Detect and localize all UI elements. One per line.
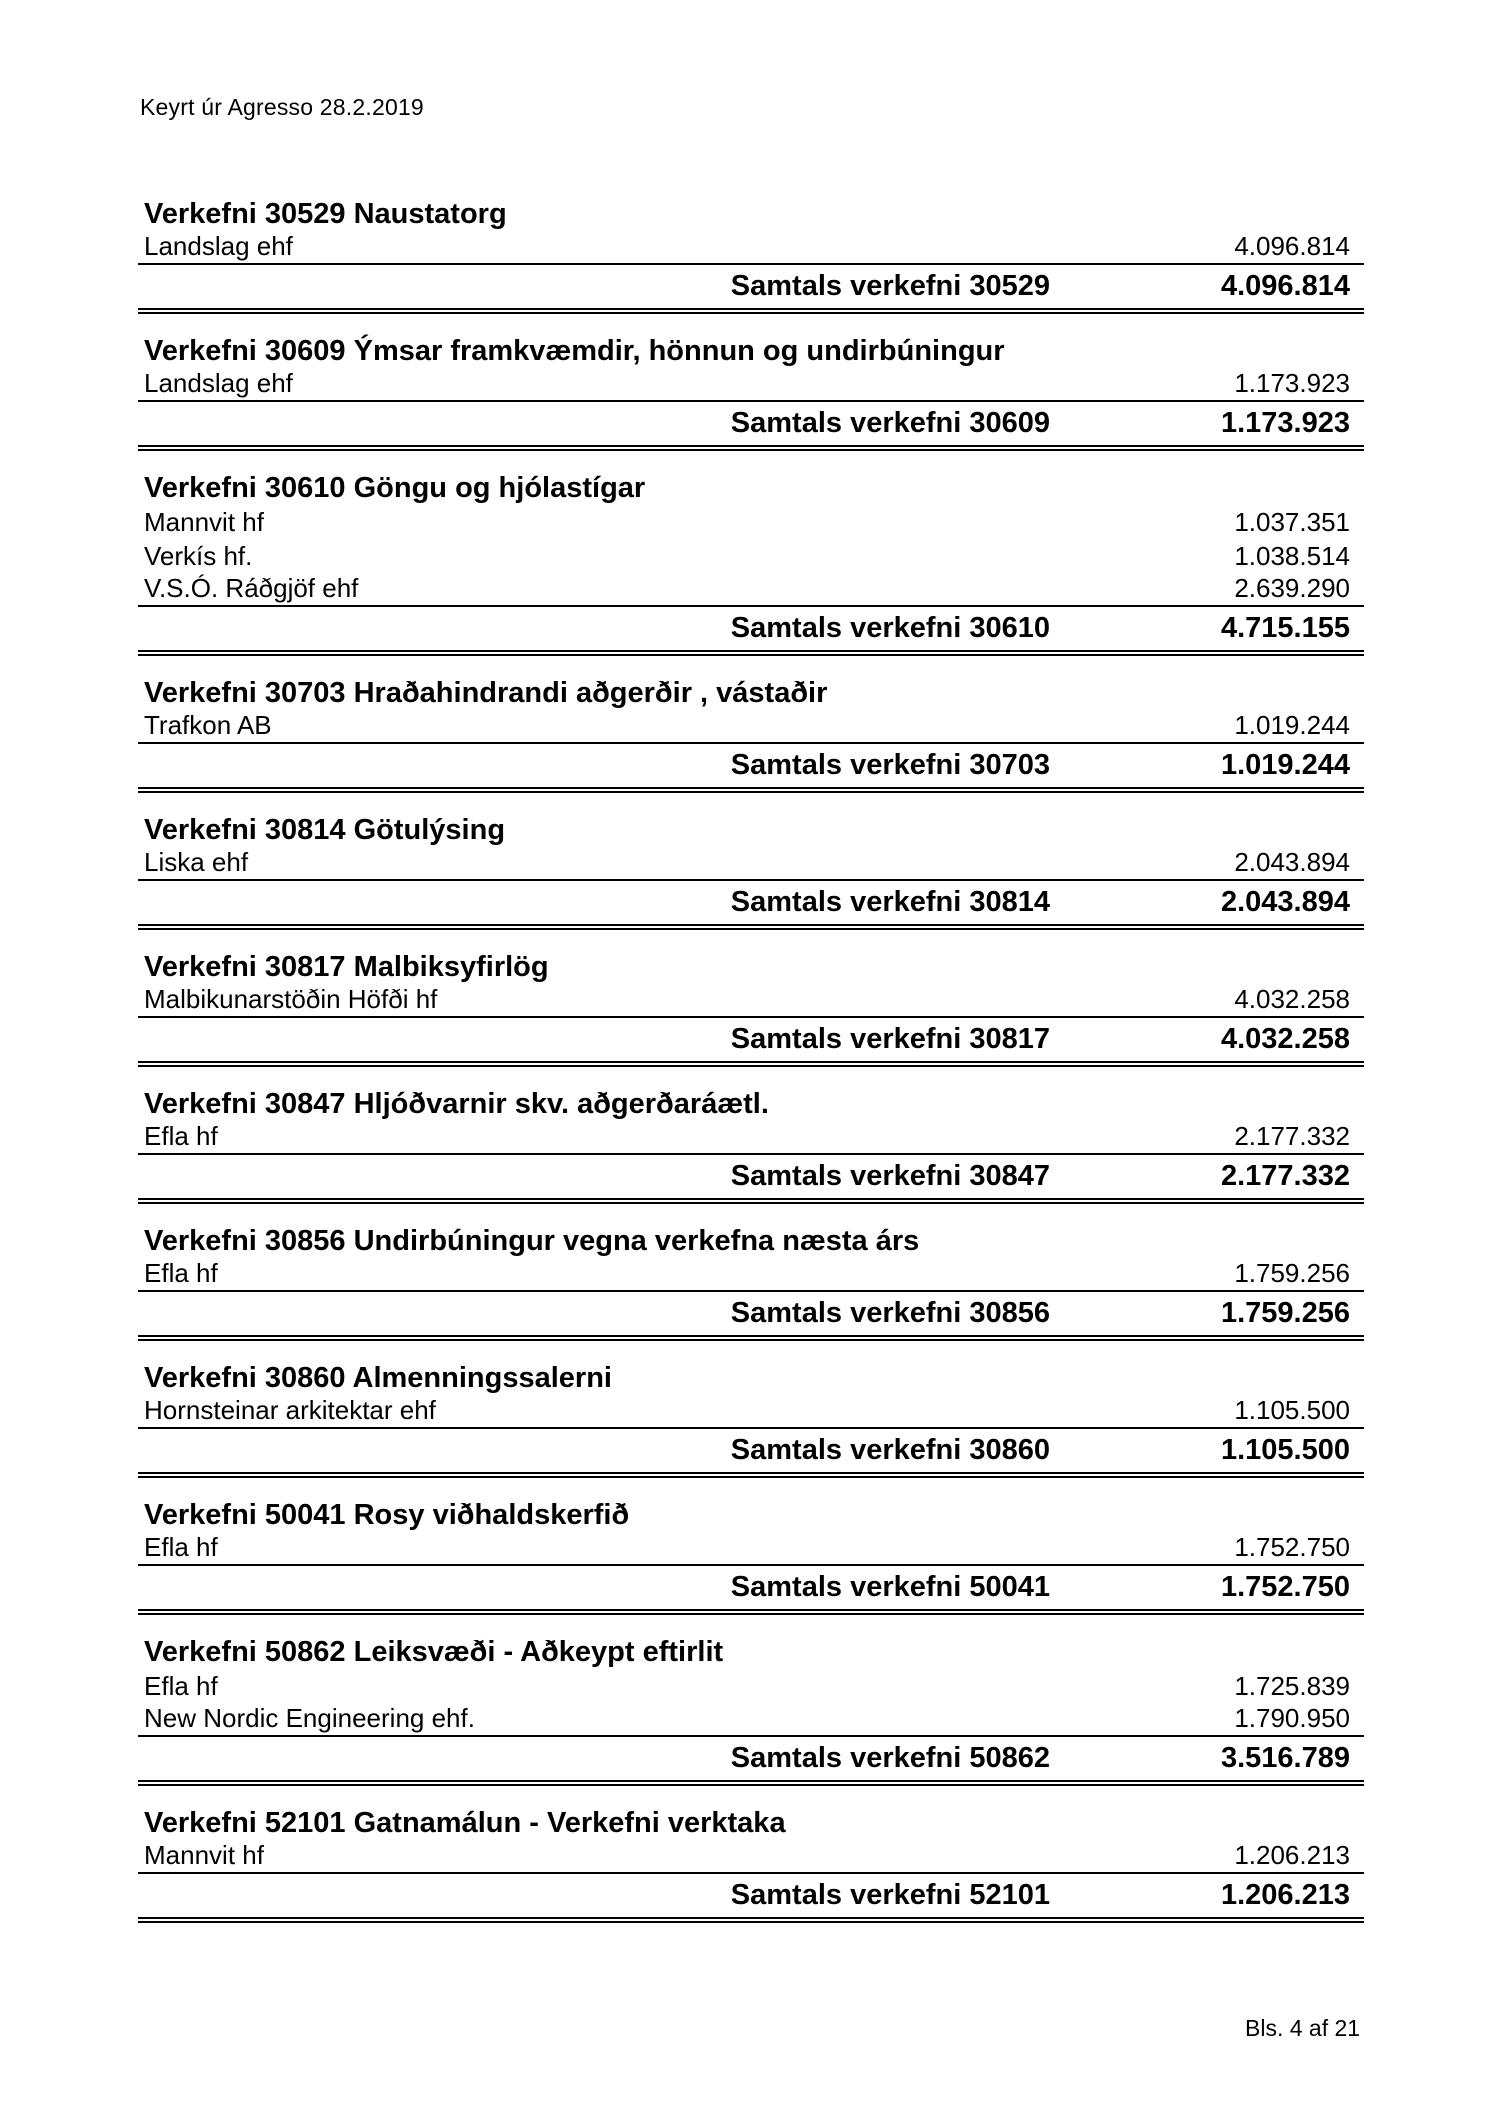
vendor-name: Liska ehf <box>144 847 249 877</box>
project-total-amount: 4.032.258 <box>1220 1023 1350 1055</box>
vendor-row <box>138 847 1364 881</box>
project-section <box>138 1087 1364 1204</box>
vendor-amount: 1.206.213 <box>1234 1840 1350 1870</box>
project-total-row <box>138 1155 1364 1204</box>
vendor-list <box>138 368 1364 402</box>
project-title: Verkefni 50041 Rosy viðhaldskerfið <box>144 1499 630 1531</box>
vendor-amount: 2.639.290 <box>1234 573 1350 603</box>
project-total-row <box>138 1018 1364 1067</box>
vendor-name: Efla hf <box>144 1121 218 1151</box>
project-total-row <box>138 881 1364 930</box>
vendor-amount: 1.759.256 <box>1234 1258 1350 1288</box>
vendor-amount: 2.177.332 <box>1234 1121 1350 1151</box>
project-section <box>138 197 1364 314</box>
vendor-name: Mannvit hf <box>144 507 264 537</box>
project-total-amount: 4.715.155 <box>1220 612 1350 644</box>
vendor-amount: 2.043.894 <box>1234 847 1350 877</box>
vendor-row <box>138 1258 1364 1292</box>
project-total-label: Samtals verkefni 30856 <box>730 1297 1050 1329</box>
vendor-row <box>138 573 1364 607</box>
project-total-amount: 2.043.894 <box>1220 886 1350 918</box>
project-title: Verkefni 52101 Gatnamálun - Verkefni verktaka <box>144 1807 786 1839</box>
vendor-row <box>138 710 1364 744</box>
project-total-row <box>138 1292 1364 1341</box>
project-section <box>138 676 1364 793</box>
project-total-amount: 3.516.789 <box>1220 1742 1350 1774</box>
project-section <box>138 813 1364 930</box>
vendor-amount: 1.105.500 <box>1234 1395 1350 1425</box>
vendor-amount: 1.173.923 <box>1234 368 1350 398</box>
vendor-name: Landslag ehf <box>144 368 293 398</box>
vendor-name: Efla hf <box>144 1671 218 1701</box>
vendor-row <box>138 1840 1364 1874</box>
project-total-label: Samtals verkefni 30817 <box>730 1023 1050 1055</box>
vendor-amount: 1.752.750 <box>1234 1532 1350 1562</box>
project-title: Verkefni 30609 Ýmsar framkvæmdir, hönnun og undirbúningur <box>144 335 1005 367</box>
vendor-row <box>138 1669 1364 1703</box>
vendor-row <box>138 231 1364 265</box>
project-title: Verkefni 30856 Undirbúningur vegna verkefna næsta árs <box>144 1225 920 1257</box>
project-total-row <box>138 1429 1364 1478</box>
vendor-row <box>138 984 1364 1018</box>
vendor-amount: 1.038.514 <box>1234 541 1350 571</box>
vendor-list <box>138 847 1364 881</box>
project-title: Verkefni 30610 Göngu og hjólastígar <box>144 472 646 504</box>
project-total-amount: 1.019.244 <box>1220 749 1350 781</box>
project-total-amount: 1.206.213 <box>1220 1879 1350 1911</box>
project-total-label: Samtals verkefni 30860 <box>730 1434 1050 1466</box>
vendor-name: Malbikunarstöðin Höfði hf <box>144 984 438 1014</box>
project-total-amount: 2.177.332 <box>1220 1160 1350 1192</box>
project-total-label: Samtals verkefni 30610 <box>730 612 1050 644</box>
project-total-label: Samtals verkefni 52101 <box>730 1879 1050 1911</box>
project-section <box>138 1224 1364 1341</box>
project-total-row <box>138 1737 1364 1786</box>
project-total-row <box>138 1566 1364 1615</box>
vendor-list <box>138 1532 1364 1566</box>
project-title: Verkefni 30703 Hraðahindrandi aðgerðir , vástaðir <box>144 677 828 709</box>
vendor-name: Efla hf <box>144 1532 218 1562</box>
project-total-label: Samtals verkefni 30703 <box>730 749 1050 781</box>
vendor-name: V.S.Ó. Ráðgjöf ehf <box>144 573 359 603</box>
project-cost-report <box>138 197 1364 1923</box>
project-total-label: Samtals verkefni 30609 <box>730 407 1050 439</box>
project-title: Verkefni 30847 Hljóðvarnir skv. aðgerðaráætl. <box>144 1088 769 1120</box>
vendor-amount: 1.019.244 <box>1234 710 1350 740</box>
vendor-row <box>138 505 1364 539</box>
project-total-amount: 1.752.750 <box>1220 1571 1350 1603</box>
vendor-amount: 4.096.814 <box>1234 231 1350 261</box>
project-section <box>138 950 1364 1067</box>
project-section <box>138 1806 1364 1923</box>
project-total-label: Samtals verkefni 50862 <box>730 1742 1050 1774</box>
project-total-amount: 1.105.500 <box>1220 1434 1350 1466</box>
vendor-list <box>138 505 1364 607</box>
vendor-amount: 1.790.950 <box>1234 1703 1350 1733</box>
vendor-row <box>138 1532 1364 1566</box>
vendor-list <box>138 1258 1364 1292</box>
vendor-list <box>138 231 1364 265</box>
vendor-name: Verkís hf. <box>144 541 253 571</box>
vendor-name: Landslag ehf <box>144 231 293 261</box>
vendor-row <box>138 539 1364 573</box>
project-title: Verkefni 30860 Almenningssalerni <box>144 1362 612 1394</box>
vendor-row <box>138 1121 1364 1155</box>
project-title: Verkefni 50862 Leiksvæði - Aðkeypt eftirlit <box>144 1636 724 1668</box>
project-total-label: Samtals verkefni 30529 <box>730 270 1050 302</box>
project-title: Verkefni 30814 Götulýsing <box>144 814 506 846</box>
project-total-label: Samtals verkefni 50041 <box>730 1571 1050 1603</box>
project-total-row <box>138 607 1364 656</box>
project-total-label: Samtals verkefni 30847 <box>730 1160 1050 1192</box>
project-section <box>138 1498 1364 1615</box>
vendor-name: Trafkon AB <box>144 710 272 740</box>
vendor-row <box>138 368 1364 402</box>
vendor-name: Hornsteinar arkitektar ehf <box>144 1395 436 1425</box>
report-run-note: Keyrt úr Agresso 28.2.2019 <box>140 94 424 120</box>
vendor-name: Efla hf <box>144 1258 218 1288</box>
vendor-list <box>138 1669 1364 1737</box>
project-total-row <box>138 1874 1364 1923</box>
vendor-list <box>138 984 1364 1018</box>
project-title: Verkefni 30529 Naustatorg <box>144 198 507 230</box>
vendor-amount: 4.032.258 <box>1234 984 1350 1014</box>
vendor-name: New Nordic Engineering ehf. <box>144 1703 475 1733</box>
vendor-row <box>138 1395 1364 1429</box>
project-section <box>138 334 1364 451</box>
vendor-amount: 1.037.351 <box>1234 507 1350 537</box>
project-title: Verkefni 30817 Malbiksyfirlög <box>144 951 549 983</box>
project-section <box>138 471 1364 656</box>
vendor-list <box>138 1840 1364 1874</box>
project-section <box>138 1361 1364 1478</box>
project-total-amount: 1.173.923 <box>1220 407 1350 439</box>
vendor-name: Mannvit hf <box>144 1840 264 1870</box>
project-total-amount: 1.759.256 <box>1220 1297 1350 1329</box>
vendor-list <box>138 1395 1364 1429</box>
project-section <box>138 1635 1364 1786</box>
project-total-row <box>138 402 1364 451</box>
vendor-list <box>138 1121 1364 1155</box>
vendor-row <box>138 1703 1364 1737</box>
page-number: Bls. 4 af 21 <box>1245 2015 1361 2041</box>
project-total-amount: 4.096.814 <box>1220 270 1350 302</box>
project-total-row <box>138 265 1364 314</box>
project-total-row <box>138 744 1364 793</box>
project-total-label: Samtals verkefni 30814 <box>730 886 1050 918</box>
vendor-list <box>138 710 1364 744</box>
vendor-amount: 1.725.839 <box>1234 1671 1350 1701</box>
